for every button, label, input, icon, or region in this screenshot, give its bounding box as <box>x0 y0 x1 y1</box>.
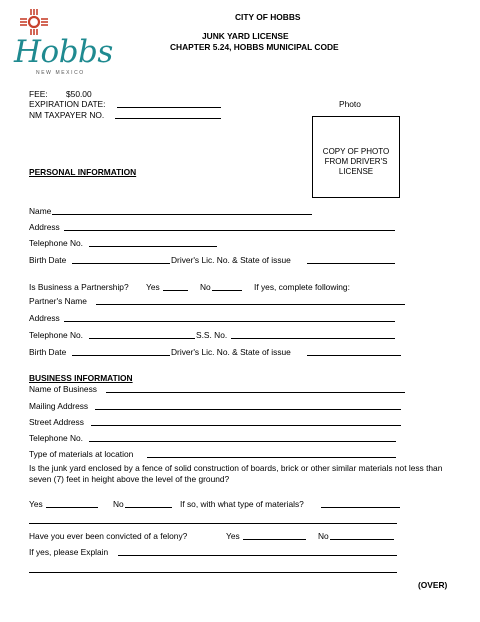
business-heading: BUSINESS INFORMATION <box>29 373 133 383</box>
fence-no-field[interactable] <box>125 507 172 508</box>
logo-subtitle: NEW MEXICO <box>36 70 85 76</box>
business-mailing-label: Mailing Address <box>29 401 89 411</box>
business-telephone-field[interactable] <box>89 441 396 442</box>
header-city: CITY OF HOBBS <box>235 12 301 22</box>
photo-label: Photo <box>339 99 361 109</box>
business-materials-label: Type of materials at location <box>29 449 134 459</box>
business-name-label: Name of Business <box>29 384 97 394</box>
zia-sun-icon <box>16 8 52 36</box>
partner-address-field[interactable] <box>64 321 395 322</box>
personal-heading: PERSONAL INFORMATION <box>29 167 137 177</box>
partnership-yes-field[interactable] <box>163 290 188 291</box>
business-street-label: Street Address <box>29 417 84 427</box>
logo-wordmark: Hobbs <box>14 34 113 70</box>
personal-telephone-field[interactable] <box>89 246 217 247</box>
personal-dl-label: Driver's Lic. No. & State of issue <box>171 255 291 265</box>
explain-field[interactable] <box>118 555 397 556</box>
partner-dl-label: Driver's Lic. No. & State of issue <box>171 347 291 357</box>
partnership-no-field[interactable] <box>212 290 242 291</box>
photo-box-line1: COPY OF PHOTO <box>322 147 390 156</box>
personal-birthdate-field[interactable] <box>72 263 170 264</box>
felony-no-field[interactable] <box>330 539 394 540</box>
personal-dl-field[interactable] <box>307 263 395 264</box>
expiration-field[interactable] <box>117 107 221 108</box>
fence-yes-label: Yes <box>29 499 43 509</box>
partnership-if-yes: If yes, complete following: <box>254 282 350 292</box>
header-title: JUNK YARD LICENSE <box>202 31 289 41</box>
fee-value: $50.00 <box>66 89 92 99</box>
personal-name-label: Name <box>29 206 52 216</box>
fence-materials-field-2[interactable] <box>29 523 397 524</box>
felony-no-label: No <box>318 531 329 541</box>
partner-birthdate-label: Birth Date <box>29 347 67 357</box>
partner-telephone-field[interactable] <box>89 338 195 339</box>
photo-box-line3: LICENSE <box>338 167 374 176</box>
partnership-no-label: No <box>200 282 211 292</box>
explain-label: If yes, please Explain <box>29 547 109 557</box>
partner-dl-field[interactable] <box>307 355 401 356</box>
photo-box-line2: FROM DRIVER'S <box>324 157 388 166</box>
fee-label: FEE: <box>29 89 48 99</box>
hobbs-logo <box>14 8 113 80</box>
partner-ssn-label: S.S. No. <box>196 330 228 340</box>
personal-address-label: Address <box>29 222 60 232</box>
personal-address-field[interactable] <box>64 230 395 231</box>
fence-materials-field[interactable] <box>321 507 400 508</box>
personal-birthdate-label: Birth Date <box>29 255 67 265</box>
partnership-question: Is Business a Partnership? <box>29 282 129 292</box>
business-name-field[interactable] <box>106 392 405 393</box>
fence-yes-field[interactable] <box>46 507 98 508</box>
over-label: (OVER) <box>418 580 448 590</box>
business-street-field[interactable] <box>91 425 401 426</box>
header-chapter: CHAPTER 5.24, HOBBS MUNICIPAL CODE <box>170 42 339 52</box>
partner-name-label: Partner's Name <box>29 296 87 306</box>
business-mailing-field[interactable] <box>95 409 401 410</box>
partner-birthdate-field[interactable] <box>72 355 170 356</box>
explain-field-2[interactable] <box>29 572 397 573</box>
felony-question: Have you ever been convicted of a felony? <box>29 531 188 541</box>
felony-yes-label: Yes <box>226 531 240 541</box>
fence-materials-label: If so, with what type of materials? <box>180 499 304 509</box>
business-materials-field[interactable] <box>147 457 396 458</box>
photo-box <box>312 116 400 198</box>
personal-telephone-label: Telephone No. <box>29 238 84 248</box>
felony-yes-field[interactable] <box>243 539 306 540</box>
personal-name-field[interactable] <box>52 214 312 215</box>
taxpayer-field[interactable] <box>115 118 221 119</box>
partner-name-field[interactable] <box>96 304 405 305</box>
fence-question: Is the junk yard enclosed by a fence of solid construction of boards, brick or other similar materials not less than seven (7) feet in height above the level of the ground? <box>29 463 443 484</box>
partnership-yes-label: Yes <box>146 282 160 292</box>
taxpayer-label: NM TAXPAYER NO. <box>29 110 105 120</box>
expiration-label: EXPIRATION DATE: <box>29 99 106 109</box>
business-telephone-label: Telephone No. <box>29 433 84 443</box>
fence-no-label: No <box>113 499 124 509</box>
partner-telephone-label: Telephone No. <box>29 330 84 340</box>
partner-ssn-field[interactable] <box>231 338 395 339</box>
partner-address-label: Address <box>29 313 60 323</box>
